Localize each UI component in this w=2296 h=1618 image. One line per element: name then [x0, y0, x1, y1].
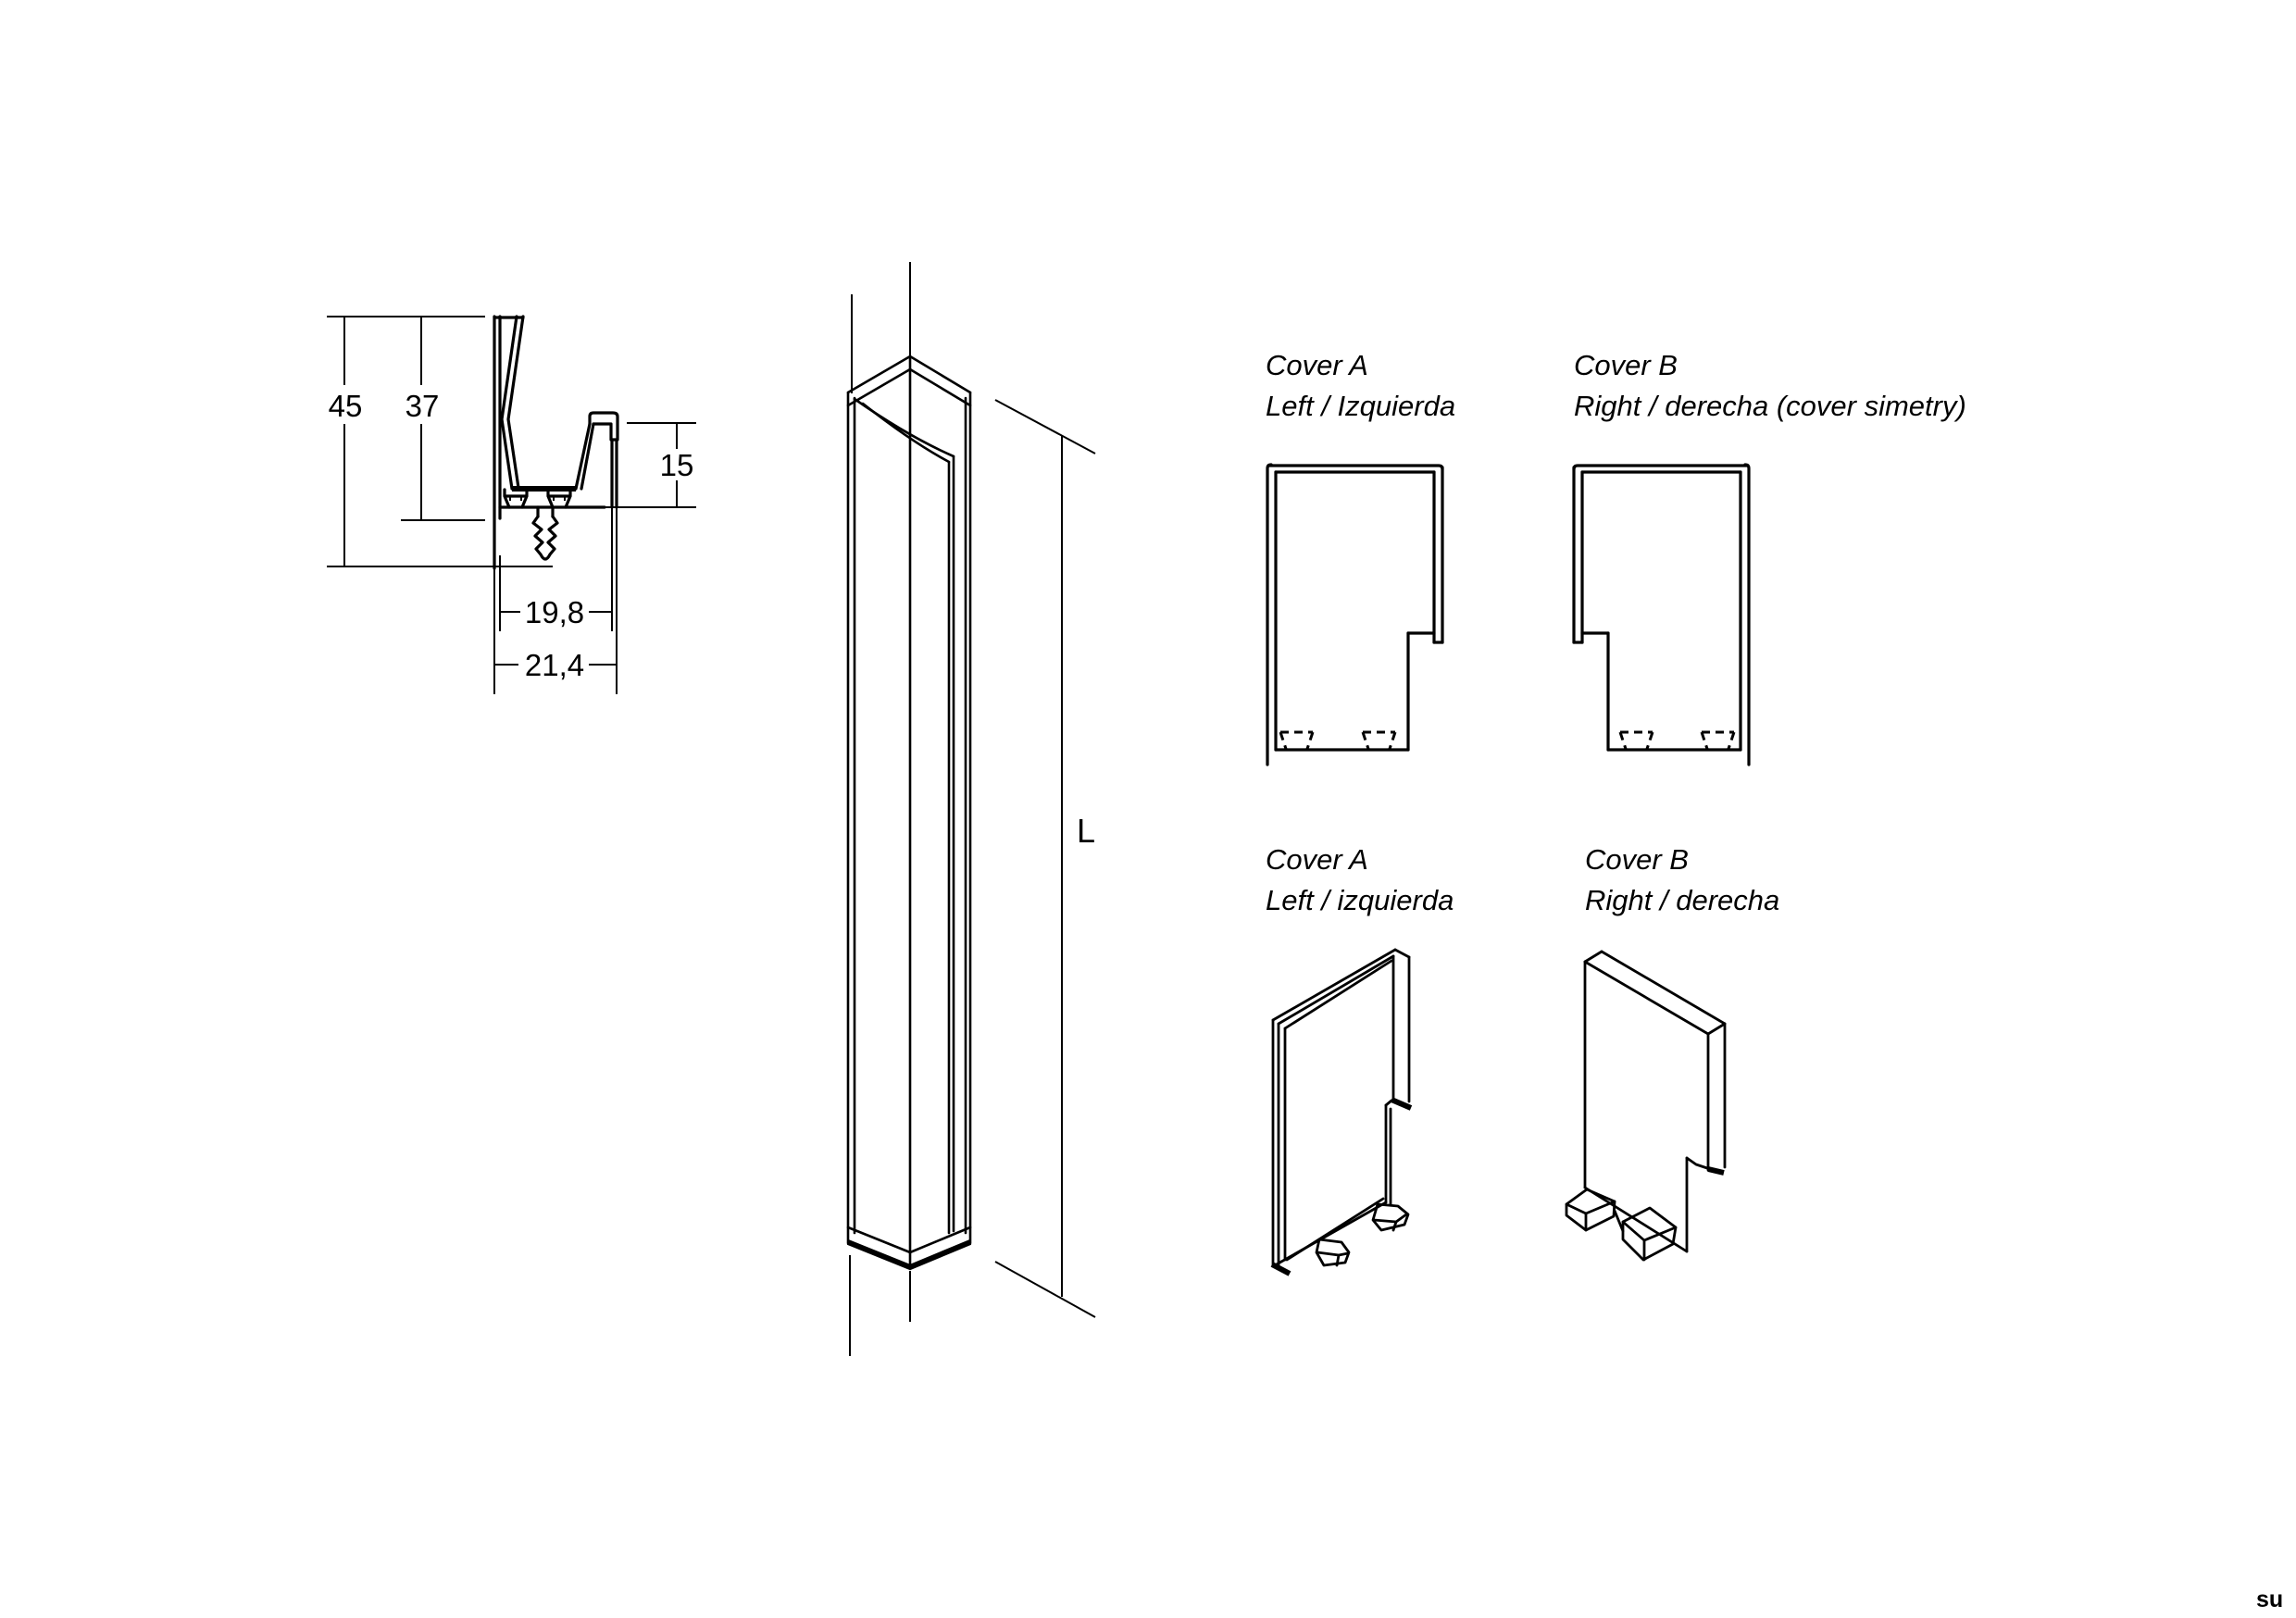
- length-dimension: [995, 400, 1095, 1317]
- cover-b-front-view: [1574, 465, 1749, 765]
- dim-lip-height: 15: [659, 448, 694, 482]
- cover-a-iso-title: Cover A: [1266, 843, 1368, 876]
- cover-b-front-subtitle: Right / derecha (cover simetry): [1574, 390, 1966, 422]
- dim-outer-width: 21,4: [524, 648, 585, 682]
- extension-lines: [327, 317, 696, 694]
- dim-inner-width: 19,8: [524, 595, 585, 629]
- cover-a-iso-view: [1272, 950, 1411, 1274]
- cover-labels: [1266, 349, 1966, 916]
- gola-profile-outline: [494, 317, 618, 568]
- dimension-lines: [337, 317, 684, 671]
- iso-profile-view: [848, 262, 1095, 1356]
- hidden-clips: [1620, 732, 1734, 749]
- cover-a-front-view: [1267, 465, 1442, 765]
- dim-inner-height: 37: [405, 389, 440, 423]
- cover-b-iso-title: Cover B: [1585, 843, 1689, 876]
- cover-b-iso-view: [1566, 952, 1725, 1260]
- watermark-text: su: [2256, 1587, 2284, 1612]
- cover-a-iso-subtitle: Left / izquierda: [1266, 884, 1454, 916]
- dim-length: L: [1077, 812, 1096, 850]
- cross-section-view: [326, 317, 699, 694]
- cover-a-front-title: Cover A: [1266, 349, 1368, 381]
- dim-total-height: 45: [328, 389, 363, 423]
- cover-b-iso-subtitle: Right / derecha: [1585, 884, 1780, 916]
- hidden-clips: [1280, 732, 1395, 749]
- cover-b-front-title: Cover B: [1574, 349, 1678, 381]
- cover-a-front-subtitle: Left / Izquierda: [1266, 390, 1456, 422]
